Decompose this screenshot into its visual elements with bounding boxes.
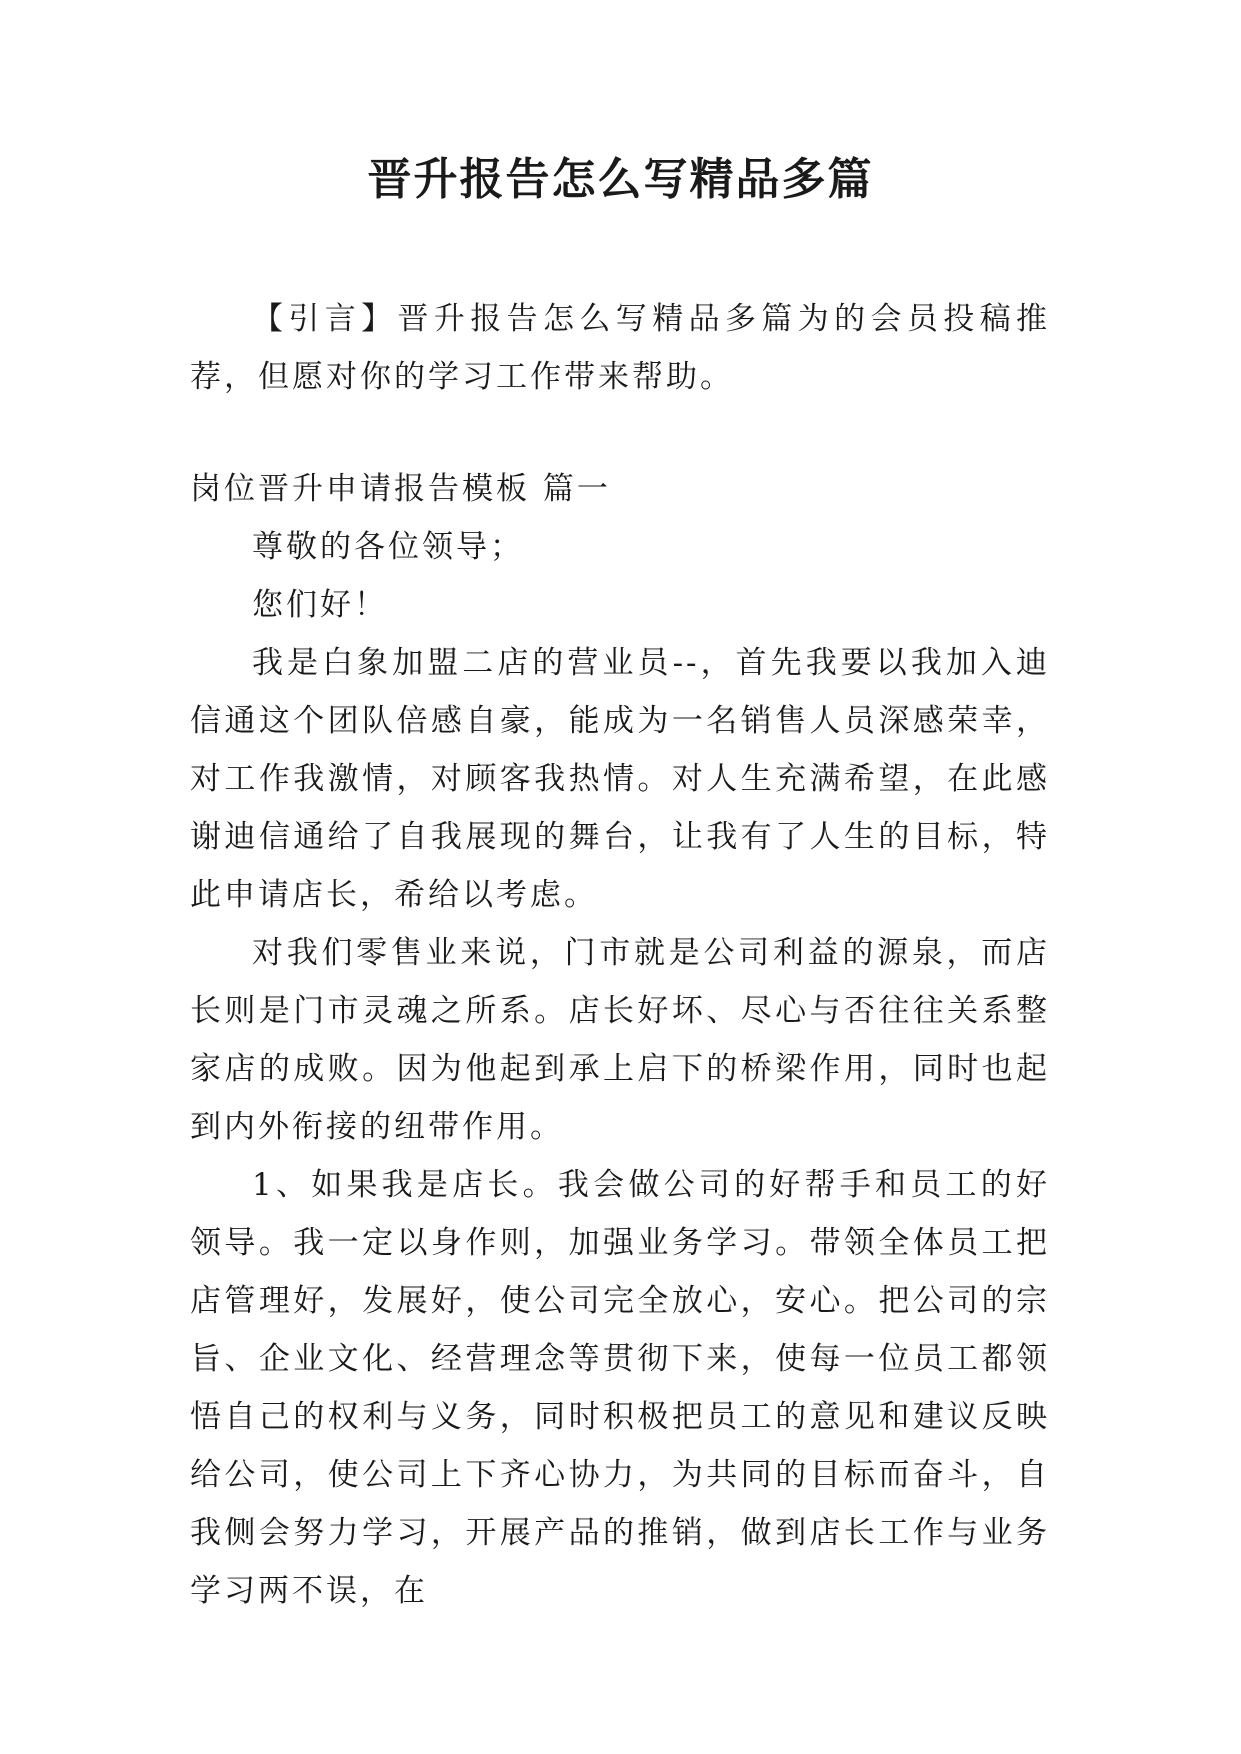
intro-paragraph: 【引言】晋升报告怎么写精品多篇为的会员投稿推荐，但愿对你的学习工作带来帮助。 — [190, 301, 1050, 395]
body-paragraph: 1、如果我是店长。我会做公司的好帮手和员工的好领导。我一定以身作则，加强业务学习。带领全体员工把店管理好，发展好，使公司完全放心，安心。把公司的宗旨、企业文化、经营理念等贯彻下来，使每一位员工都领悟自己的权利与义务，同时积极把员工的意见和建议反映给公司，使公司上下齐心协力，为共同的目标而奋斗，自我侧会努力学习，开展产品的推销，做到店长工作与业务学习两不误，在 — [190, 1167, 1050, 1609]
document-body — [190, 290, 1050, 1620]
body-paragraph: 对我们零售业来说，门市就是公司利益的源泉，而店长则是门市灵魂之所系。店长好坏、尽心与否往往关系整家店的成败。因为他起到承上启下的桥梁作用，同时也起到内外衔接的纽带作用。 — [190, 935, 1050, 1145]
greeting-paragraph: 您们好！ — [252, 587, 388, 623]
section-heading: 岗位晋升申请报告模板 篇一 — [190, 471, 611, 507]
salutation-paragraph: 尊敬的各位领导； — [252, 529, 524, 565]
page-title: 晋升报告怎么写精品多篇 — [367, 154, 874, 205]
body-paragraph: 我是白象加盟二店的营业员--，首先我要以我加入迪信通这个团队倍感自豪，能成为一名销售人员深感荣幸，对工作我激情，对顾客我热情。对人生充满希望，在此感谢迪信通给了自我展现的舞台，让我有了人生的目标，特此申请店长，希给以考虑。 — [190, 645, 1050, 913]
